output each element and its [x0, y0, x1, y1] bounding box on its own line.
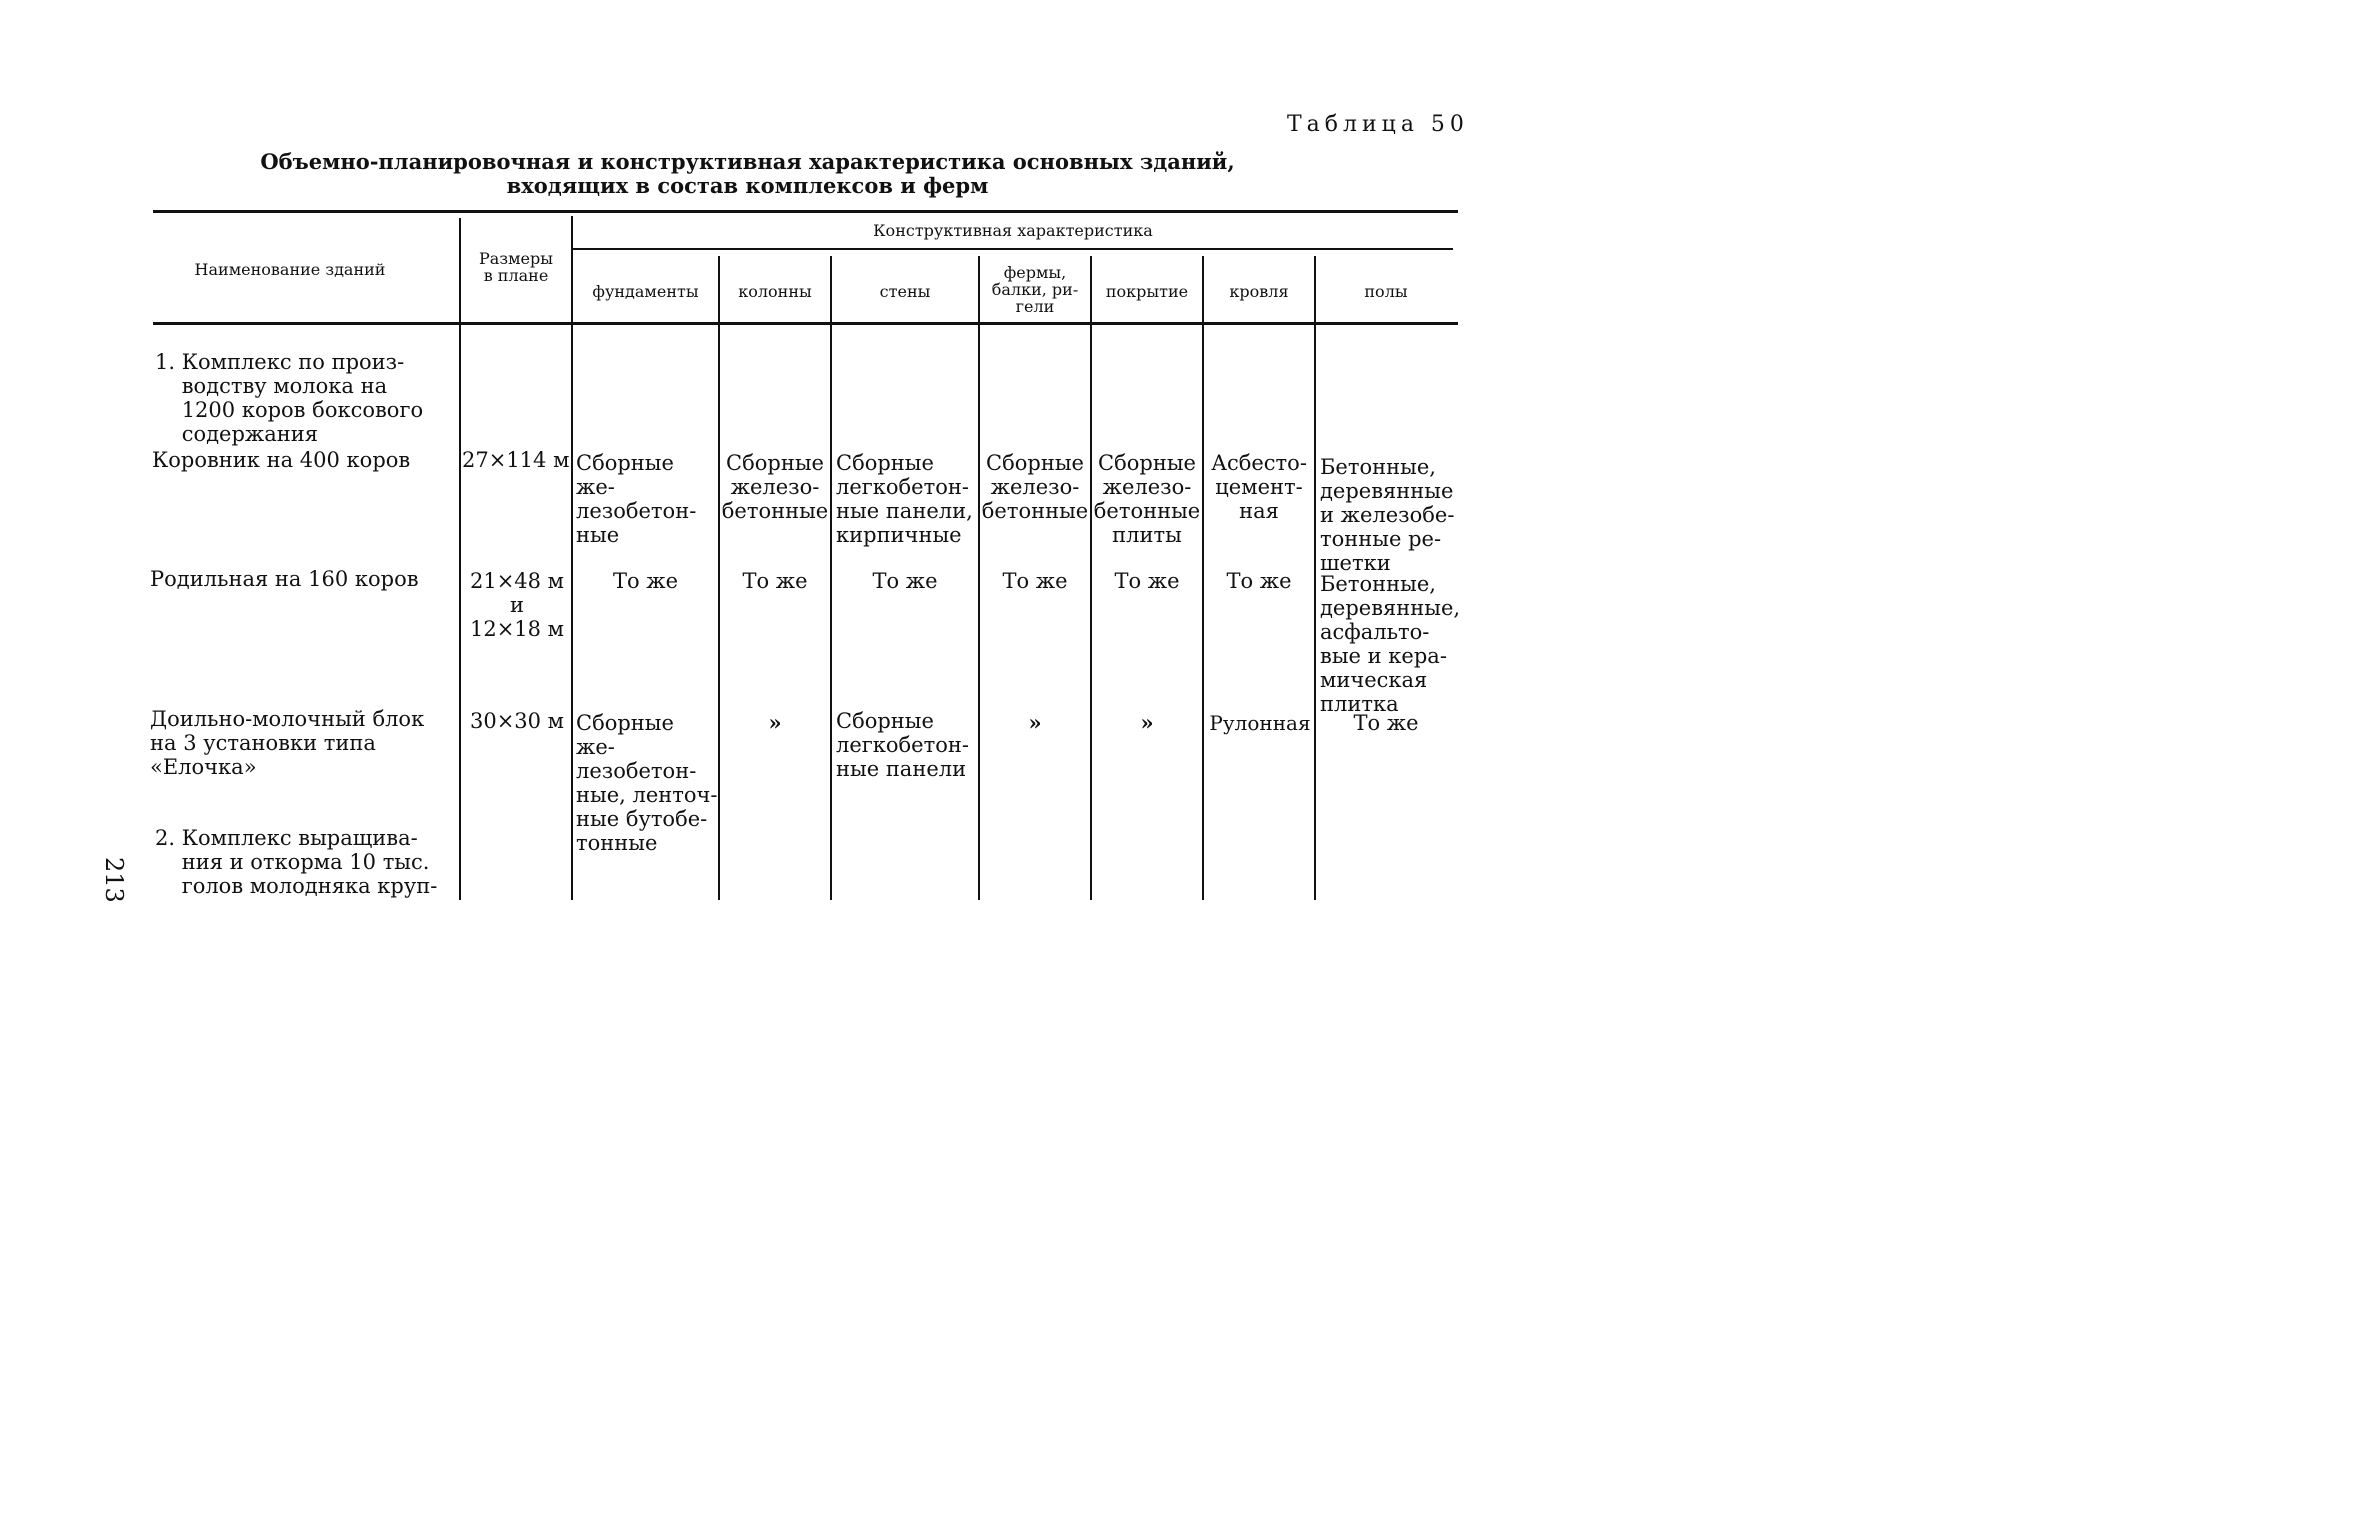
row-roofing-1: Асбесто- цемент- ная: [1211, 451, 1307, 523]
row-foundations-3: Сборные же- лезобетон- ные, ленточ- ные бутобе- тонные: [576, 711, 718, 855]
page-number: 213: [100, 857, 128, 903]
section-heading-2: 2. Комплекс выращива- ния и откорма 10 тыс. голов молодняка круп-: [155, 826, 438, 898]
row-floors-3: То же: [1353, 711, 1419, 735]
row-size-1: 27×114 м: [462, 448, 570, 472]
group-rule: [573, 248, 1453, 250]
header-covering: покрытие: [1105, 282, 1189, 301]
row-foundations-2: То же: [612, 569, 679, 593]
row-covering-1: Сборные железо- бетонные плиты: [1093, 451, 1201, 547]
header-floors: полы: [1364, 282, 1408, 301]
row-columns-1: Сборные железо- бетонные: [721, 451, 829, 523]
table-title-line1: Объемно-планировочная и конструктивная характеристика основных зданий,: [260, 149, 1235, 174]
col-divider: [1314, 256, 1316, 900]
header-bottom-rule: [153, 322, 1458, 325]
row-foundations-1: Сборные же- лезобетон- ные: [576, 451, 697, 547]
row-walls-2: То же: [872, 569, 938, 593]
row-name-1: Коровник на 400 коров: [152, 448, 411, 472]
top-rule: [153, 210, 1458, 213]
row-columns-3: »: [768, 710, 782, 735]
header-foundations: фундаменты: [592, 282, 699, 301]
col-divider: [459, 218, 461, 900]
row-name-3: Доильно-молочный блок на 3 установки типа «Елочка»: [150, 707, 425, 779]
row-roofing-3: Рулонная: [1209, 711, 1311, 735]
header-walls: стены: [879, 282, 931, 301]
col-divider: [571, 216, 573, 900]
header-name: Наименование зданий: [194, 260, 386, 279]
row-name-2: Родильная на 160 коров: [150, 567, 419, 591]
row-covering-2: То же: [1114, 569, 1180, 593]
row-trusses-3: »: [1028, 710, 1042, 735]
row-size-2: 21×48 м и 12×18 м: [469, 569, 565, 641]
header-roofing: кровля: [1229, 282, 1289, 301]
row-size-3: 30×30 м: [469, 709, 565, 733]
row-columns-2: То же: [742, 569, 808, 593]
row-covering-3: »: [1140, 710, 1154, 735]
header-group: Конструктивная характеристика: [873, 221, 1153, 240]
table-label: Таблица 50: [1287, 112, 1469, 137]
section-heading-1: 1. Комплекс по произ- водству молока на 1200 коров боксового содержания: [155, 350, 424, 446]
header-columns: колонны: [738, 282, 812, 301]
row-walls-3: Сборные легкобетон- ные панели: [836, 709, 969, 781]
row-trusses-2: То же: [1002, 569, 1068, 593]
row-trusses-1: Сборные железо- бетонные: [981, 451, 1089, 523]
header-trusses: фермы, балки, ри- гели: [991, 263, 1079, 316]
row-roofing-2: То же: [1226, 569, 1292, 593]
row-floors-2: Бетонные, деревянные, асфальто- вые и кера- мическая плитка: [1320, 572, 1461, 716]
table-title-line2: входящих в состав комплексов и ферм: [506, 173, 989, 198]
header-size: Размеры в плане: [479, 249, 553, 285]
row-floors-1: Бетонные, деревянные и железобе- тонные ре- шетки: [1320, 455, 1455, 575]
row-walls-1: Сборные легкобетон- ные панели, кирпичные: [836, 451, 973, 547]
